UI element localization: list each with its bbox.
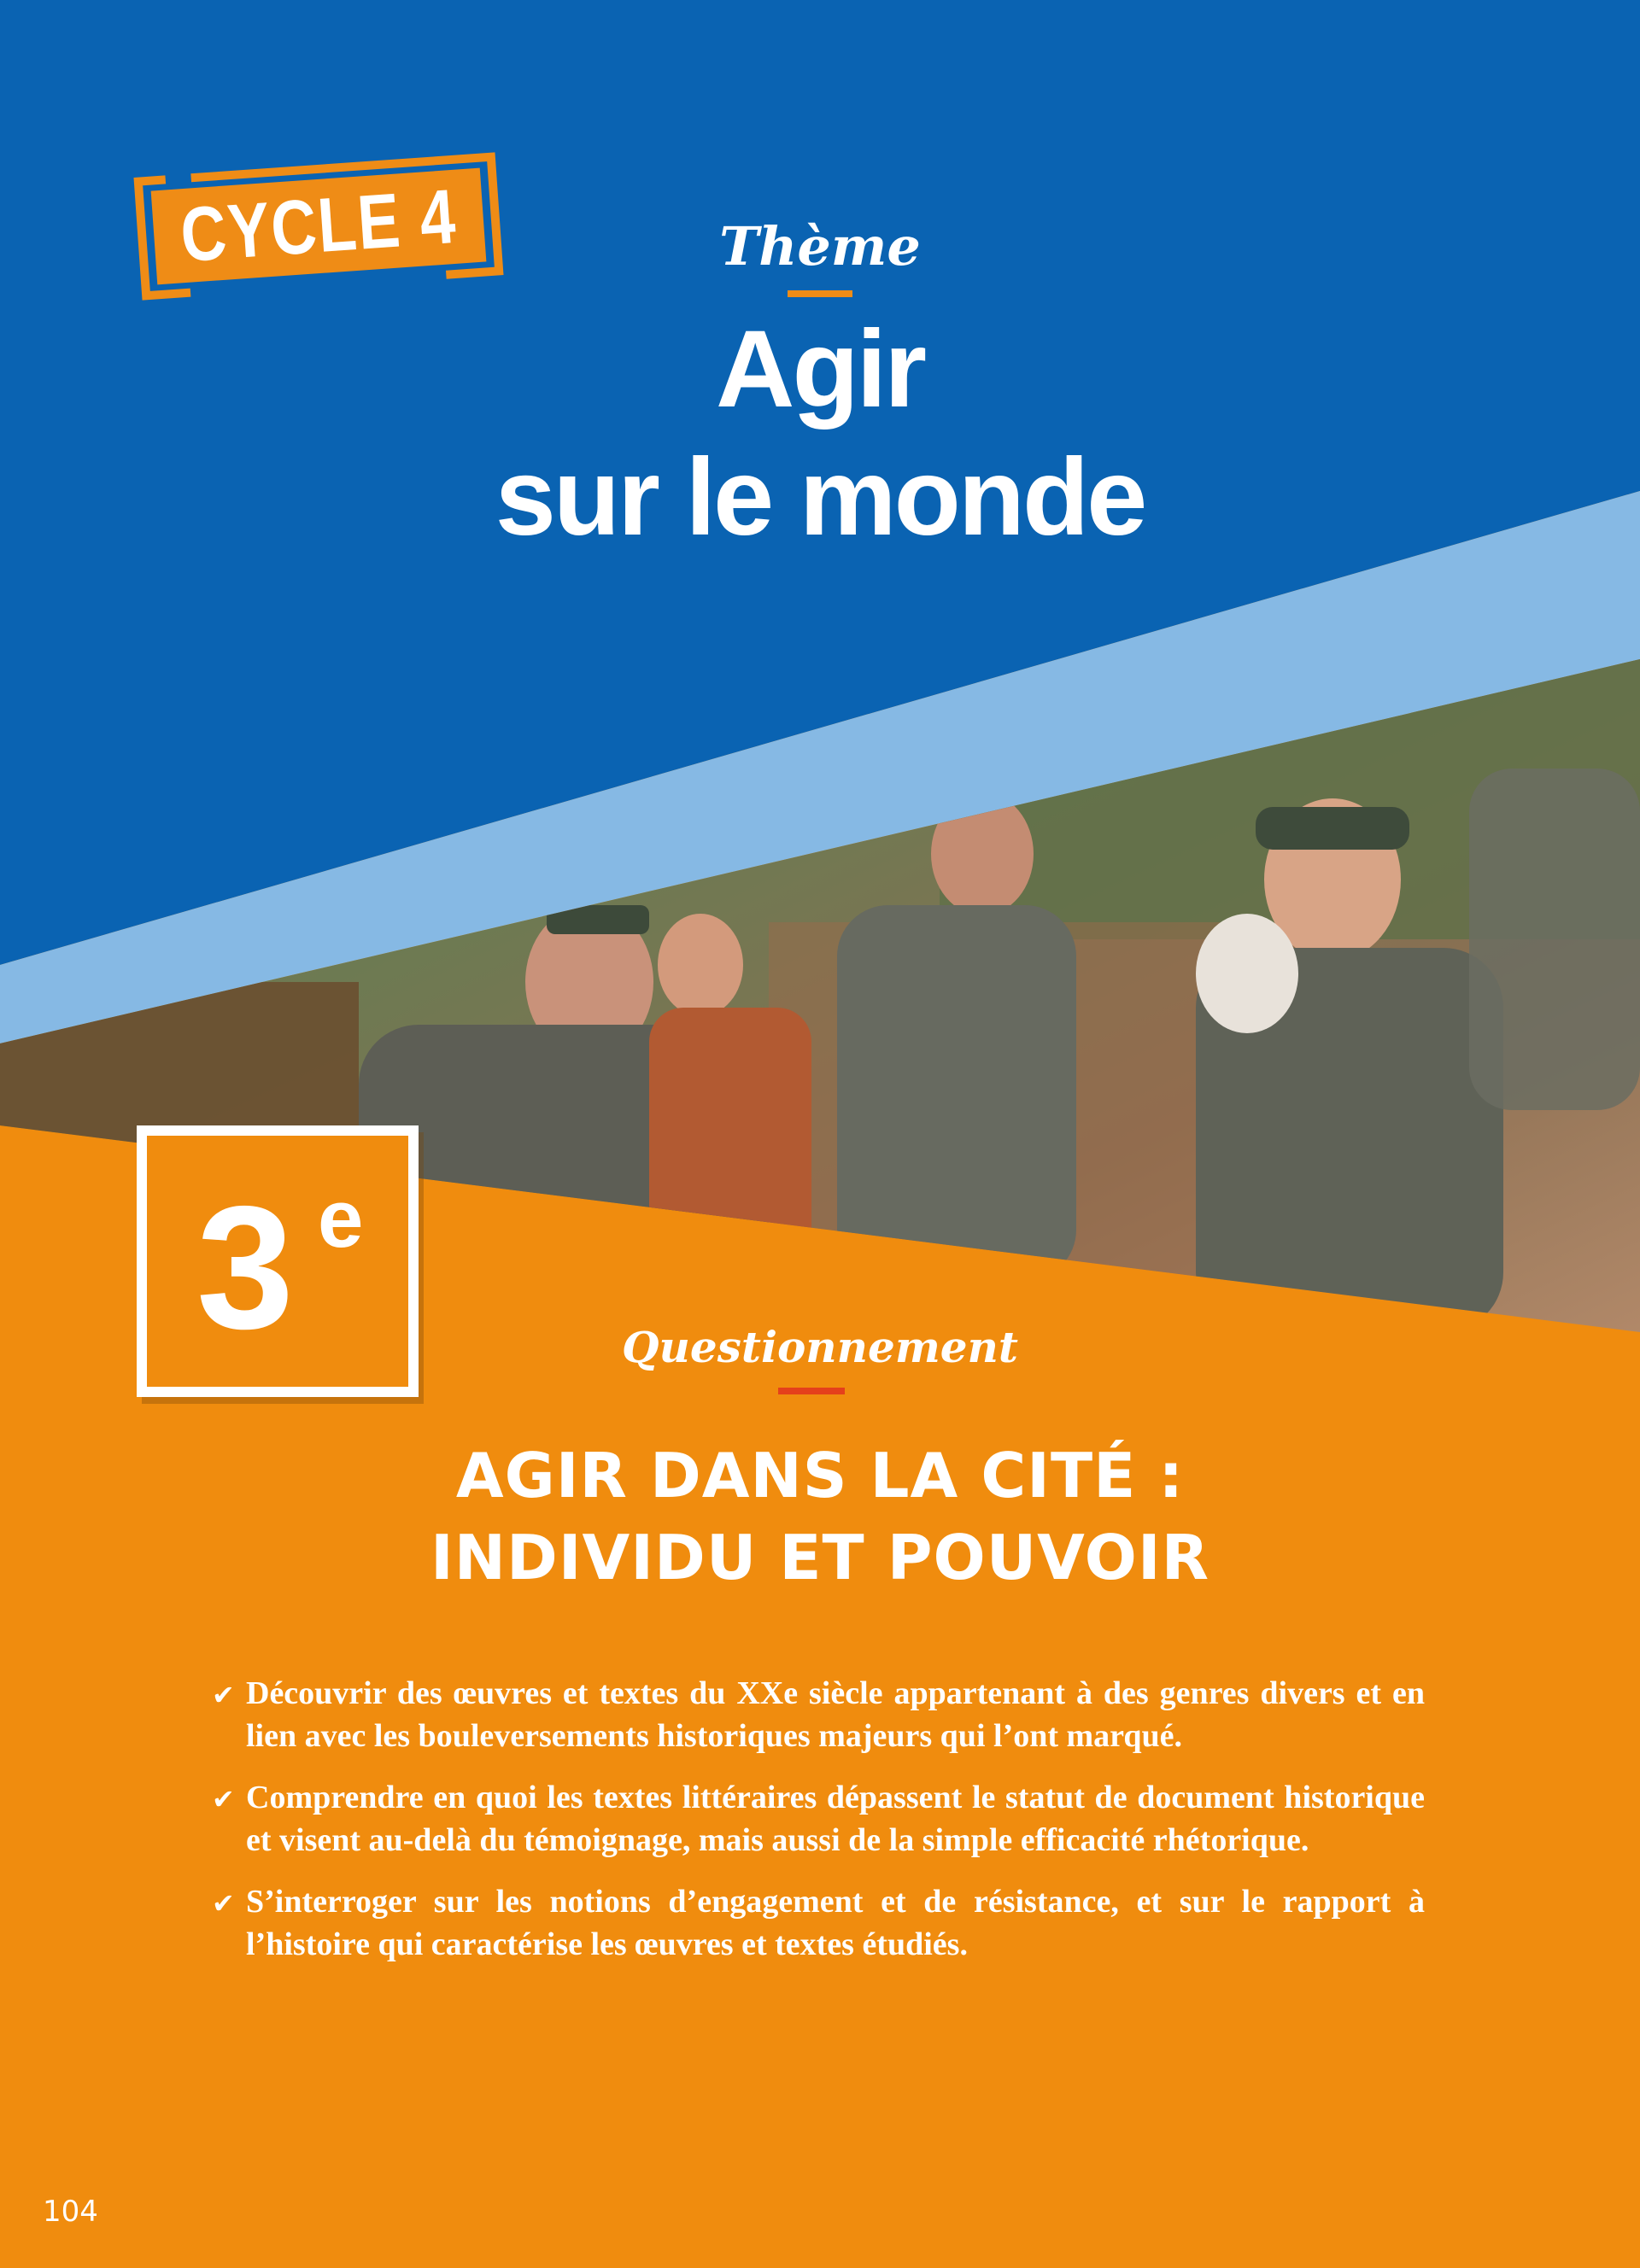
questionnement-title-line1: AGIR DANS LA CITÉ : — [455, 1440, 1185, 1511]
questionnement-title — [222, 1435, 1418, 1599]
grade-badge — [137, 1125, 419, 1397]
theme-label: Thème — [719, 215, 921, 278]
objective-text: Comprendre en quoi les textes littéraires dépassent le statut de document historique et visent au-delà du témoignage, mais aussi de la simple efficacité rhétorique. — [246, 1780, 1425, 1858]
objective-text: S’interroger sur les notions d’engagement et de résistance, et sur le rapport à l’histoire qui caractérise les œuvres et textes étudiés. — [246, 1884, 1425, 1962]
objective-item — [212, 1672, 1425, 1757]
checkmark-icon: ✔ — [212, 1783, 235, 1815]
questionnement-label: Questionnement — [622, 1322, 1018, 1372]
grade-number: 3 — [196, 1170, 295, 1365]
questionnement-title-line2: INDIVIDU ET POUVOIR — [430, 1522, 1210, 1593]
theme-title-line1: Agir — [716, 308, 924, 430]
cycle-badge — [131, 149, 506, 303]
objective-text: Découvrir des œuvres et textes du XXe siècle appartenant à des genres divers et en lien avec les bouleversements historiques majeurs qui l’ont marqué. — [246, 1675, 1425, 1754]
theme-divider — [788, 290, 852, 297]
page-number: 104 — [43, 2195, 98, 2229]
theme-title-line2: sur le monde — [495, 436, 1145, 558]
cycle-label: CYCLE 4 — [178, 173, 460, 279]
checkmark-icon: ✔ — [212, 1679, 235, 1711]
objective-item — [212, 1880, 1425, 1966]
objective-item — [212, 1776, 1425, 1862]
grade-suffix: e — [318, 1173, 364, 1265]
checkmark-icon: ✔ — [212, 1887, 235, 1920]
theme-title — [308, 306, 1332, 562]
questionnement-divider — [778, 1388, 845, 1394]
grade-badge-fill — [147, 1136, 408, 1387]
objectives-list — [212, 1672, 1425, 1984]
